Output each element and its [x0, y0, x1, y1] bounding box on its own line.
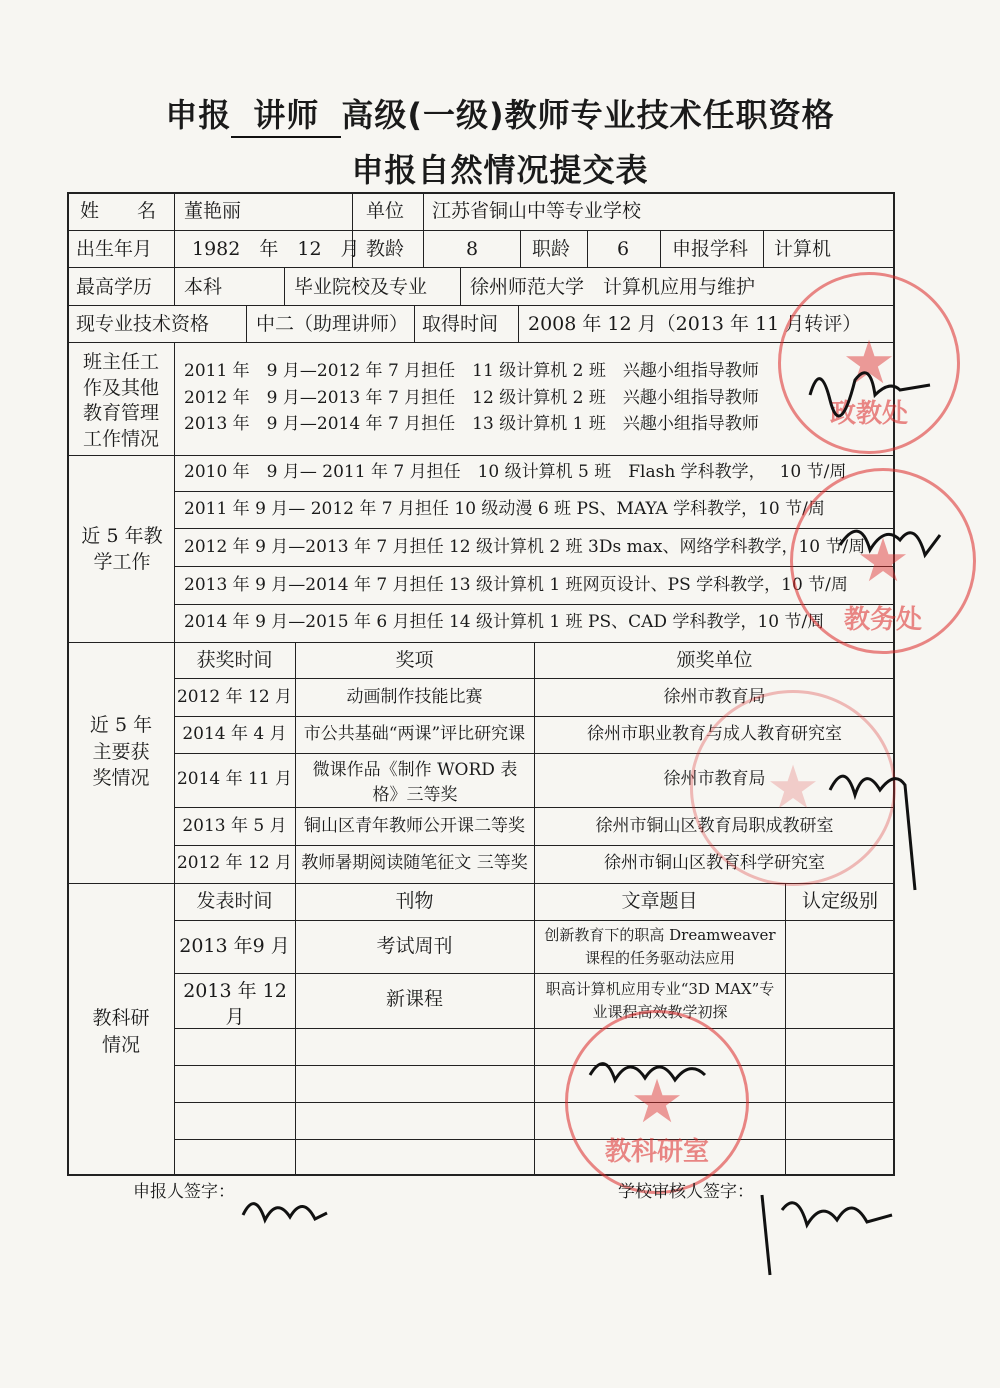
award-time: 2014 年 11 月 [176, 769, 293, 789]
award-time: 2012 年 12 月 [176, 853, 293, 873]
obtain-time-value: 2008 年 12 月（2013 年 11 月转评） [528, 313, 862, 335]
award-unit: 徐州市铜山区教育局职成教研室 [595, 816, 834, 836]
research-time: 2013 年 12 月 [183, 980, 287, 1028]
research-journal: 新课程 [385, 988, 443, 1010]
title-suffix: 高级(一级)教师专业技术任职资格 [341, 96, 835, 134]
stamp-text: 教务处 [843, 605, 922, 635]
award-item: 教师暑期阅读随笔征文 三等奖 [301, 853, 528, 873]
research-time: 2013 年9 月 [179, 935, 290, 957]
award-unit: 徐州市教育局 [663, 687, 766, 707]
awards-header-time: 获奖时间 [196, 649, 273, 671]
school-label: 毕业院校及专业 [294, 276, 428, 298]
awards-label: 近 5 年主要获奖情况 [89, 714, 153, 790]
signature-handwriting [800, 350, 940, 420]
education-label: 最高学历 [76, 276, 153, 298]
qualification-label: 现专业技术资格 [76, 313, 210, 335]
award-unit: 徐州市职业教育与成人教育研究室 [587, 724, 842, 744]
management-line: 2011 年 9 月—2012 年 7 月担任 11 级计算机 2 班 兴趣小组指导教师 [184, 361, 759, 381]
management-line: 2012 年 9 月—2013 年 7 月担任 12 级计算机 2 班 兴趣小组指导教师 [184, 388, 759, 408]
award-item: 动画制作技能比赛 [346, 687, 483, 707]
awards-header-unit: 颁奖单位 [676, 649, 753, 671]
birth-value: 1982 年 12 月 [192, 238, 360, 260]
unit-label: 单位 [366, 200, 405, 222]
birth-label: 出生年月 [76, 238, 153, 260]
document-title [0, 90, 1000, 138]
teaching-age-value: 8 [466, 238, 479, 260]
management-label: 班主任工作及其他教育管理工作情况 [82, 351, 159, 450]
school-value: 徐州师范大学 计算机应用与维护 [470, 276, 756, 298]
education-value: 本科 [184, 276, 223, 298]
stamp-text: 教科研室 [604, 1137, 709, 1167]
title-age-value: 6 [617, 238, 630, 260]
teaching-line: 2011 年 9 月— 2012 年 7 月担任 10 级动漫 6 班 PS、MAYA 学科教学，10 节/周 [184, 499, 825, 519]
award-time: 2013 年 5 月 [182, 816, 287, 836]
stamp-star-icon: ★ [856, 526, 910, 596]
award-time: 2012 年 12 月 [176, 687, 293, 707]
awards-header-item: 奖项 [395, 649, 434, 671]
award-unit: 徐州市教育局 [663, 769, 766, 789]
teaching-line: 2014 年 9 月—2015 年 6 月担任 14 级计算机 1 班 PS、CAD 学科教学，10 节/周 [184, 612, 825, 632]
award-unit: 徐州市铜山区教育科学研究室 [604, 853, 825, 873]
teaching-line: 2013 年 9 月—2014 年 7 月担任 13 级计算机 1 班网页设计、PS 学科教学，10 节/周 [184, 575, 848, 595]
stamp-star-icon: ★ [766, 753, 820, 823]
signature-handwriting [580, 1040, 720, 1100]
research-header-journal: 刊物 [395, 890, 434, 912]
reviewer-signature-label: 学校审核人签字： [618, 1182, 754, 1202]
teaching-line: 2010 年 9 月— 2011 年 7 月担任 10 级计算机 5 班 Flash 学科教学， 10 节/周 [184, 462, 847, 482]
applicant-signature-label: 申报人签字： [133, 1182, 235, 1202]
reviewer-signature [752, 1180, 902, 1280]
research-header-time: 发表时间 [196, 890, 273, 912]
stamp-research-office [565, 1010, 749, 1194]
title-age-label: 职龄 [532, 238, 571, 260]
stamp-star-icon: ★ [630, 1067, 684, 1137]
obtain-time-label: 取得时间 [422, 313, 499, 335]
document-subtitle: 申报自然情况提交表 [351, 151, 649, 189]
research-header-level: 认定级别 [801, 890, 878, 912]
title-position: 讲师 [231, 90, 341, 138]
award-item: 微课作品《制作 WORD 表格》三等奖 [312, 760, 518, 805]
name-value: 董艳丽 [184, 200, 242, 222]
subject-label: 申报学科 [672, 238, 749, 260]
signature-handwriting [830, 505, 950, 575]
unit-value: 江苏省铜山中等专业学校 [432, 200, 642, 222]
award-item: 铜山区青年教师公开课二等奖 [304, 816, 525, 836]
research-journal: 考试周刊 [376, 935, 453, 957]
award-item: 市公共基础“两课”评比研究课 [303, 724, 526, 744]
research-label: 教科研情况 [92, 1007, 150, 1056]
research-header-article: 文章题目 [621, 890, 698, 912]
teaching-label: 近 5 年教学工作 [81, 525, 163, 573]
award-time: 2014 年 4 月 [182, 724, 287, 744]
teaching-age-label: 教龄 [366, 238, 405, 260]
research-article: 创新教育下的职高 Dreamweaver 课程的任务驱动法应用 [544, 926, 776, 967]
subject-value: 计算机 [774, 238, 832, 260]
title-prefix: 申报 [165, 96, 232, 134]
research-article: 职高计算机应用专业“3D MAX”专业课程高效教学初探 [545, 980, 775, 1021]
stamp-text: 政教处 [829, 399, 908, 429]
name-label: 姓 名 [80, 200, 157, 222]
qualification-value: 中二（助理讲师） [256, 313, 409, 335]
stamp-star-icon: ★ [842, 328, 896, 398]
teaching-line: 2012 年 9 月—2013 年 7 月担任 12 级计算机 2 班 3Ds max、网络学科教学，10 节/周 [184, 537, 866, 557]
management-line: 2013 年 9 月—2014 年 7 月担任 13 级计算机 1 班 兴趣小组指导教师 [184, 414, 759, 434]
signature-handwriting [820, 740, 930, 900]
applicant-signature [235, 1185, 335, 1235]
